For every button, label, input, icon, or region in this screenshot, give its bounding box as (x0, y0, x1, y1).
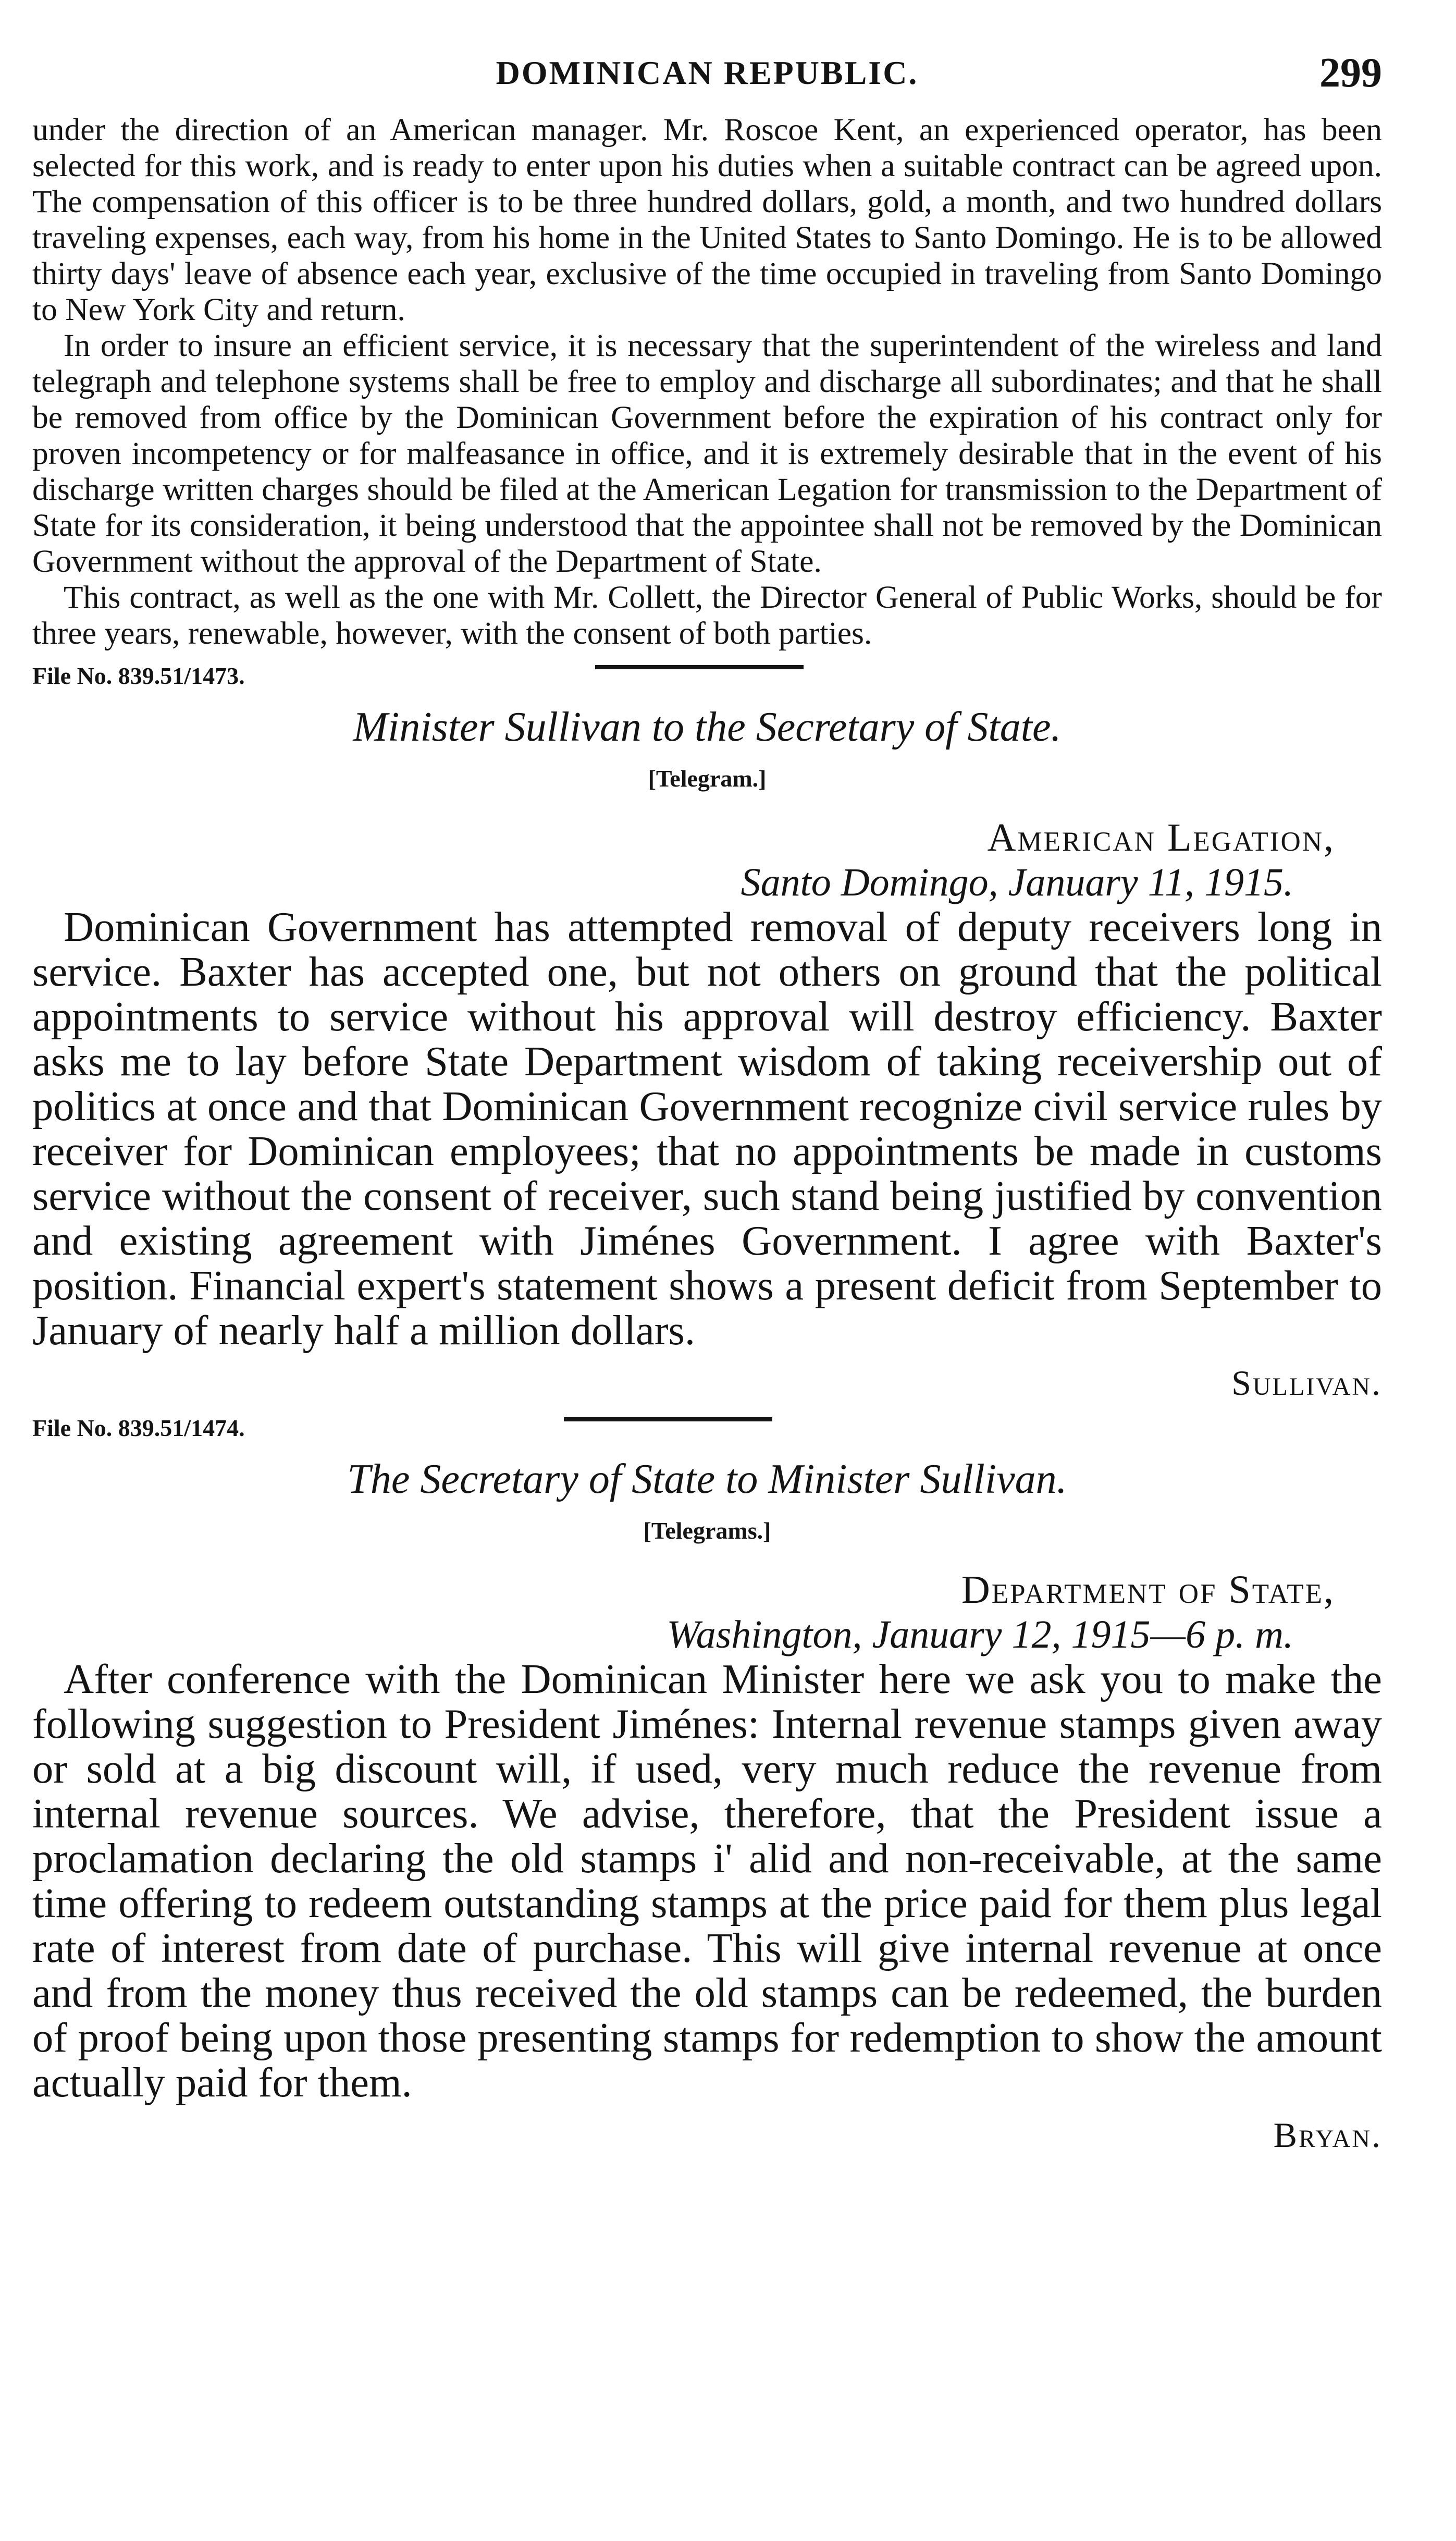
paragraph-continued: under the direction of an American manager. Mr. Roscoe Kent, an experienced operator, has been selected for this work, and is ready to enter upon his duties when a suitable contract can be agreed upon. The compensation of this officer is to be three hundred dollars, gold, a month, and two hundred dollars traveling expenses, each way, from his home in the United States to Santo Domingo. He is to be allowed thirty days' leave of absence each year, exclusive of the time occupied in traveling from Santo Domingo to New York City and return. (32, 112, 1382, 327)
telegram-note: [Telegram.] (648, 765, 767, 792)
section-divider (564, 1417, 772, 1421)
dateline (32, 815, 1335, 905)
paragraph-superintendent: In order to insure an efficient service, it is necessary that the superintendent of the wireless and land telegraph and telephone systems shall be free to employ and discharge all subordinates; and that he shall be removed from office by the Dominican Government before the expiration of his contract only for proven incompetency or for malfeasance in office, and it is extremely desirable that in the event of his discharge written charges should be filed at the American Legation for transmission to the Department of State for its consideration, it being understood that the appointee shall not be removed by the Dominican Government without the approval of the Department of State. (32, 328, 1382, 579)
section-divider (595, 665, 804, 669)
document-heading: Minister Sullivan to the Secretary of State. (353, 704, 1062, 750)
dateline-date: Santo Domingo, January 11, 1915. (741, 861, 1293, 904)
file-number: File No. 839.51/1473. (32, 662, 245, 689)
signature: Sullivan. (1231, 1363, 1382, 1403)
running-head (32, 50, 1382, 112)
telegram-text: Dominican Government has attempted removal of deputy receivers long in service. Baxter has accepted one, but not others on ground that the political appointments to service without his approval will destroy efficiency. Baxter asks me to lay before State Department wisdom of taking receivership out of politics at once and that Dominican Government recognize civil service rules by receiver for Dominican employees; that no appointments be made in customs service without the consent of receiver, such stand being justified by convention and existing agreement with Jiménes Government. I agree with Baxter's position. Financial expert's statement shows a present deficit from September to January of nearly half a million dollars. (32, 904, 1382, 1354)
telegram-body (32, 905, 1382, 1353)
telegram-text: After conference with the Dominican Minister here we ask you to make the following suggestion to President Jiménes: Internal revenue stamps given away or sold at a big discount will, if used, very much reduce the revenue from internal revenue sources. We advise, therefore, that the President issue a proclamation declaring the old stamps i' alid and non-receivable, at the same time offering to redeem outstanding stamps at the price paid for them plus legal rate of interest from date of purchase. This will give internal revenue at once and from the money thus received the old stamps can be redeemed, the burden of proof being upon those presenting stamps for redemption to show the amount actually paid for them. (32, 1656, 1382, 2106)
paragraph-contract: This contract, as well as the one with Mr. Collett, the Director General of Public Works, should be for three years, renewable, however, with the consent of both parties. (32, 580, 1382, 651)
document-page (32, 50, 1382, 2520)
file-row-2 (32, 1404, 1382, 1451)
dateline-place: Department of State, (961, 1568, 1335, 1612)
running-title: DOMINICAN REPUBLIC. (496, 54, 919, 91)
continued-text (32, 112, 1382, 652)
file-row-1 (32, 652, 1382, 698)
dateline-date: Washington, January 12, 1915—6 p. m. (667, 1613, 1293, 1656)
dateline-place: American Legation, (987, 816, 1335, 860)
telegram-note: [Telegrams.] (643, 1517, 771, 1544)
dateline (32, 1567, 1335, 1657)
document-heading: The Secretary of State to Minister Sullivan. (347, 1456, 1067, 1502)
signature: Bryan. (1273, 2115, 1382, 2155)
page-number: 299 (1319, 50, 1382, 96)
telegram-body (32, 1657, 1382, 2105)
file-number: File No. 839.51/1474. (32, 1415, 245, 1441)
